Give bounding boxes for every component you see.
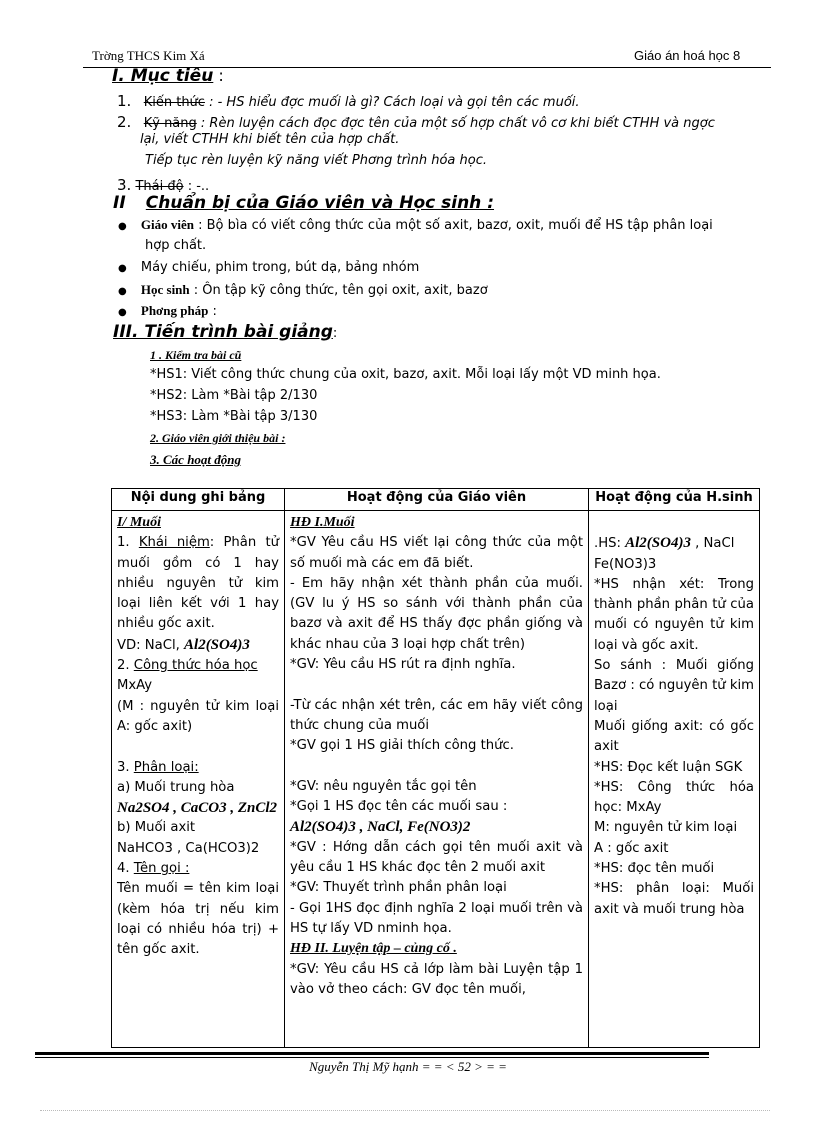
section1-heading: I. Mục tiêu : bbox=[112, 66, 224, 86]
page-bottom-dotted bbox=[40, 1110, 770, 1111]
bullet-icon: ● bbox=[118, 221, 127, 232]
footer-divider-thin bbox=[35, 1057, 709, 1058]
cell-hoat-dong-hs bbox=[589, 511, 760, 1048]
bullet-hoc-sinh: ● Học sinh : Ôn tập kỹ công thức, tên gọi oxit, axit, bazơ bbox=[118, 282, 488, 298]
table-row bbox=[112, 511, 760, 1048]
hs-p6: *HS: Công thức hóa học: MxAy bbox=[594, 779, 754, 816]
gv-p10: - Gọi 1HS đọc định nghĩa 2 loại muối trên và HS tự lấy VD nminh họa. bbox=[290, 900, 583, 936]
hs2-task: *HS2: Làm *Bài tập 2/130 bbox=[150, 388, 318, 403]
gv-p1: *GV Yêu cầu HS viết lại công thức của một số muối mà các em đã biết. bbox=[290, 535, 583, 571]
gv-p4: -Từ các nhận xét trên, các em hãy viết công thức chung của muối bbox=[290, 697, 583, 733]
bullet-may-chieu: ● Máy chiếu, phim trong, bút dạ, bảng nhóm bbox=[118, 260, 420, 275]
muoi-title: I/ Muối bbox=[117, 515, 161, 530]
bullet-icon: ● bbox=[118, 307, 127, 318]
objective-2: 2. Kỹ năng : Rèn luyện cách đọc đợc tên của một số hợp chất vô cơ khi biết CTHH và ngợc bbox=[117, 113, 715, 131]
gv-p8: *GV : Hớng dẫn cách gọi tên muối axit và yêu cầu 1 HS khác đọc tên 2 muối axit bbox=[290, 839, 583, 876]
muoi-trung-hoa: a) Muối trung hòa bbox=[117, 779, 235, 795]
hs-p4: Muối giống axit: có gốc axit bbox=[594, 718, 754, 755]
hs3-task: *HS3: Làm *Bài tập 3/130 bbox=[150, 409, 318, 424]
header-school: Trờng THCS Kim Xá bbox=[92, 48, 205, 63]
footer-divider-thick bbox=[35, 1052, 709, 1055]
header-noi-dung: Nội dung ghi bảng bbox=[112, 489, 285, 511]
hs-p1b: Fe(NO3)3 bbox=[594, 556, 657, 572]
hs-p8: A : gốc axit bbox=[594, 840, 669, 856]
ten-goi-heading: 4. Tên gọi : bbox=[117, 861, 190, 877]
gv-p7-formulas: Al2(SO4)3 , NaCl, Fe(NO3)2 bbox=[290, 819, 471, 836]
bullet-phuong-phap: ● Phơng pháp : bbox=[118, 303, 217, 319]
gv-p7: *Gọi 1 HS đọc tên các muối sau : bbox=[290, 799, 508, 815]
khai-niem: 1. Khái niệm: Phân tử muối gồm có 1 hay nhiều nguyên tử kim loại liên kết với 1 hay nhiều gốc axit. bbox=[117, 535, 279, 632]
objective-1: 1. Kiến thức : - HS hiểu đợc muối là gì? Cách loại và gọi tên các muối. bbox=[117, 92, 580, 110]
objective-3: 3. Thái độ : -.. bbox=[117, 176, 210, 194]
gv-p5: *GV gọi 1 HS giải thích công thức. bbox=[290, 738, 514, 754]
bullet-icon: ● bbox=[118, 263, 127, 274]
hs-p10: *HS: phân loại: Muối axit và muối trung hòa bbox=[594, 881, 754, 917]
gv-p11: *GV: Yêu cầu HS cả lớp làm bài Luyện tập 1 vào vở theo cách: GV đọc tên muối, bbox=[290, 961, 583, 997]
muoi-trung-hoa-formulas: Na2SO4 , CaCO3 , ZnCl2 bbox=[117, 800, 278, 817]
objective-2-cont: lại, viết CTHH khi biết tên của hợp chất. bbox=[140, 132, 400, 147]
hs-p9: *HS: đọc tên muối bbox=[594, 861, 715, 877]
vi-du: VD: NaCl, Al2(SO4)3 bbox=[117, 636, 250, 653]
bullet-icon: ● bbox=[118, 286, 127, 297]
lesson-table bbox=[111, 488, 760, 1048]
bullet-giao-vien: ● Giáo viên : Bộ bìa có viết công thức của một số axit, bazơ, oxit, muối để HS tập phân loại bbox=[118, 217, 713, 233]
gv-p6: *GV: nêu nguyên tắc gọi tên bbox=[290, 778, 477, 794]
table-header-row bbox=[112, 489, 760, 511]
hs-p7: M: nguyên tử kim loại bbox=[594, 820, 738, 836]
muoi-axit: b) Muối axit bbox=[117, 820, 196, 836]
cong-thuc-formula: MxAy bbox=[117, 678, 153, 694]
section3-title: III. Tiến trình bài giảng bbox=[113, 322, 333, 342]
cell-noi-dung bbox=[112, 511, 285, 1048]
hs-p3: So sánh : Muối giống Bazơ : có nguyên tử kim loại bbox=[594, 658, 754, 714]
cell-hoat-dong-gv bbox=[285, 511, 589, 1048]
hs-p2: *HS nhận xét: Trong thành phần phân tử của muối có nguyên tử kim loại và gốc axit. bbox=[594, 576, 754, 653]
section3-heading: III. Tiến trình bài giảng: bbox=[113, 322, 338, 342]
gv-p3: *GV: Yêu cầu HS rút ra định nghĩa. bbox=[290, 657, 516, 673]
header-hoat-dong-hs: Hoạt động của H.sinh bbox=[589, 489, 760, 511]
cong-thuc-heading: 2. Công thức hóa học bbox=[117, 658, 258, 674]
subsection-kiem-tra: 1 . Kiểm tra bài cũ bbox=[150, 348, 242, 362]
header-subject: Giáo án hoá học 8 bbox=[634, 48, 741, 63]
hd2-title: HĐ II. Luyện tập – củng cố . bbox=[290, 941, 457, 957]
subsection-gioi-thieu: 2. Giáo viên giới thiệu bài : bbox=[150, 431, 286, 445]
cong-thuc-text: (M : nguyên tử kim loại A: gốc axit) bbox=[117, 698, 279, 734]
hs1-task: *HS1: Viết công thức chung của oxit, bazơ, axit. Mỗi loại lấy một VD minh họa. bbox=[150, 367, 661, 382]
ten-goi-text: Tên muối = tên kim loại (kèm hóa trị nếu kim loại có nhiều hóa trị) + tên gốc axit. bbox=[117, 881, 279, 958]
objective-2-cont2: Tiếp tục rèn luyện kỹ năng viết Phơng trình hóa học. bbox=[145, 153, 487, 168]
hd1-title: HĐ I.Muối bbox=[290, 515, 355, 530]
section2-heading: II Chuẩn bị của Giáo viên và Học sinh : bbox=[113, 193, 495, 213]
hs-p5: *HS: Đọc kết luận SGK bbox=[594, 759, 743, 775]
header-hoat-dong-gv: Hoạt động của Giáo viên bbox=[285, 489, 589, 511]
gv-p9: *GV: Thuyết trình phần phân loại bbox=[290, 880, 507, 896]
phan-loai-heading: 3. Phân loại: bbox=[117, 759, 199, 775]
gv-p2: - Em hãy nhận xét thành phần của muối.(GV lu ý HS so sánh với thành phần của bazơ và axit để HS thấy đợc phần giống và khác nhau của 3 loại hợp chất trên) bbox=[290, 575, 583, 652]
muoi-axit-formulas: NaHCO3 , Ca(HCO3)2 bbox=[117, 840, 260, 856]
bullet-giao-vien-cont: hợp chất. bbox=[145, 238, 207, 253]
hs-p1: .HS: Al2(SO4)3 , NaCl bbox=[594, 535, 735, 552]
footer-text: Nguyễn Thị Mỹ hạnh = = < 52 > = = bbox=[309, 1059, 507, 1074]
section2-title: Chuẩn bị của Giáo viên và Học sinh : bbox=[145, 193, 495, 213]
subsection-hoat-dong: 3. Các hoạt động bbox=[150, 452, 242, 467]
section1-title: I. Mục tiêu bbox=[112, 66, 214, 86]
